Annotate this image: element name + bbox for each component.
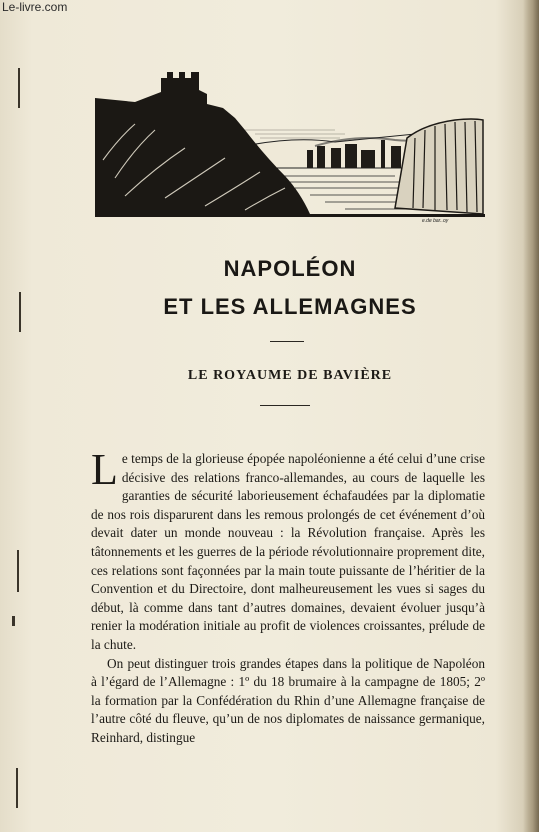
page-edge-shadow bbox=[523, 0, 539, 832]
binding-mark bbox=[16, 768, 18, 808]
binding-mark bbox=[17, 550, 19, 592]
chapter-subtitle: LE ROYAUME DE BAVIÈRE bbox=[187, 368, 393, 383]
article-body bbox=[91, 445, 485, 748]
drop-cap: L bbox=[91, 445, 118, 494]
binding-mark bbox=[18, 68, 20, 108]
paragraph-1-text: e temps de la glorieuse épopée napoléonienne a été celui d’une crise décisive des relations franco-allemandes, au cours de laquelle les garanties de sécurité laborieusement échafaudées par la diplomatie de nos rois disparurent dans les remous prolongés de cet événement d’où devait dater un monde nouveau : la Révolution française. Après les tâtonnements et les guerres de la période révolutionnaire proprement dite, ces relations sont façonnées par la main toute puissante de l’héritier de la Convention et du Directoire, dont malheureusement les vues si sages du début, là comme dans tant d’autres domaines, devaient évoluer jusqu’à renier la modération initiale au profit de violences croissantes, prélude de la chute. bbox=[91, 451, 485, 652]
site-watermark: Le-livre.com bbox=[2, 0, 68, 14]
paragraph-2: On peut distinguer trois grandes étapes dans la politique de Napoléon à l’égard de l’Allemagne : 1º du 18 brumaire à la campagne de 1805; 2º la formation par la Confédération du Rhin d’une Allemagne française de l’autre côté du fleuve, qu’un de nos diplomates de naissance germanique, Reinhard, distingue bbox=[91, 655, 485, 745]
binding-mark bbox=[12, 616, 15, 626]
castle-landscape-illustration bbox=[95, 68, 485, 228]
chapter-title-line-1: NAPOLÉON bbox=[223, 256, 357, 281]
title-divider bbox=[270, 341, 304, 342]
binding-mark bbox=[19, 292, 21, 332]
illustrator-signature: e.de bar..oy bbox=[422, 218, 449, 224]
paragraph-1 bbox=[91, 445, 485, 655]
subtitle-divider bbox=[260, 405, 310, 406]
chapter-title-line-2: ET LES ALLEMAGNES bbox=[163, 294, 417, 319]
